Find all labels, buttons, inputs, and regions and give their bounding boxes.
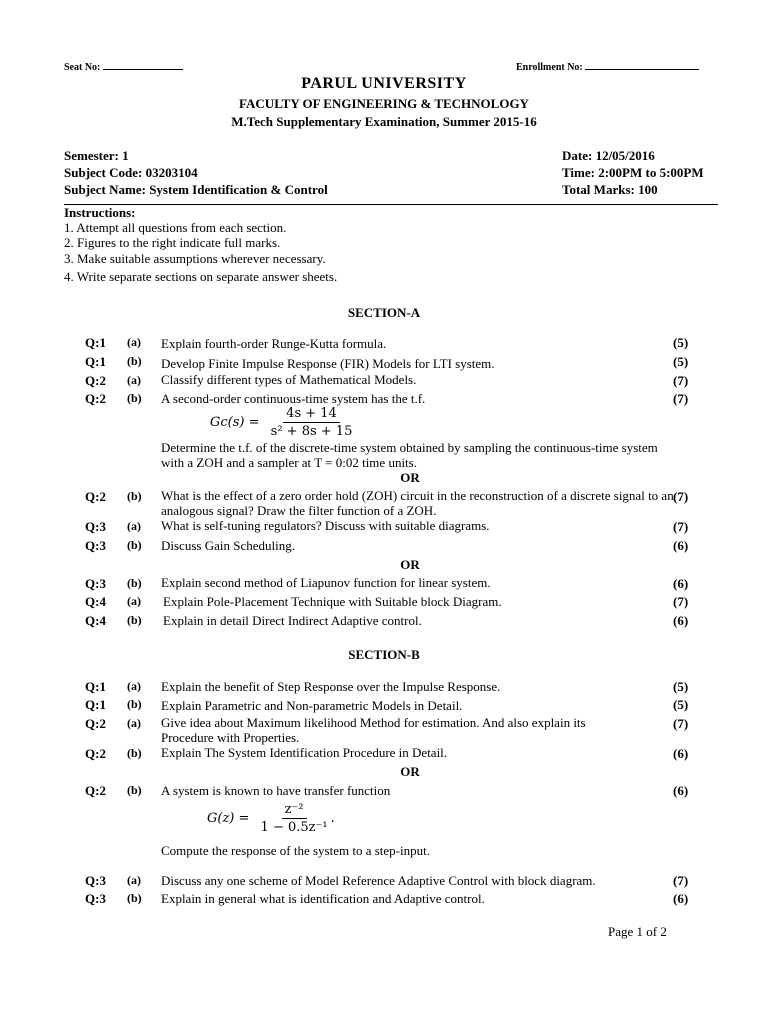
question-part: (b) <box>127 746 142 760</box>
question-marks: (7) <box>673 594 689 609</box>
question-number: Q:3 <box>85 891 106 906</box>
question-marks: (6) <box>673 746 689 761</box>
question-marks: (7) <box>673 873 689 888</box>
header-divider <box>64 204 718 205</box>
question-marks: (7) <box>673 716 689 731</box>
question-part: (b) <box>127 538 142 552</box>
exam-title: M.Tech Supplementary Examination, Summer 2015-16 <box>231 114 537 129</box>
question-marks: (5) <box>673 679 689 694</box>
question-part: (a) <box>127 335 141 349</box>
question-number: Q:3 <box>85 576 106 591</box>
question-text: Develop Finite Impulse Response (FIR) Models for LTI system. <box>161 356 495 371</box>
question-part: (b) <box>127 391 142 405</box>
question-marks: (6) <box>673 576 689 591</box>
instruction-item: 1. Attempt all questions from each section. <box>64 220 287 235</box>
total-marks: Total Marks: 100 <box>562 182 658 197</box>
question-number: Q:2 <box>85 716 106 731</box>
or-separator: OR <box>400 557 420 572</box>
instruction-item: 2. Figures to the right indicate full marks. <box>64 235 281 250</box>
question-number: Q:1 <box>85 697 106 712</box>
faculty-title: FACULTY OF ENGINEERING & TECHNOLOGY <box>239 96 529 111</box>
question-number: Q:1 <box>85 679 106 694</box>
question-text: A second-order continuous-time system has the t.f. <box>161 391 426 406</box>
instruction-item: 4. Write separate sections on separate answer sheets. <box>64 269 338 284</box>
question-part: (b) <box>127 697 142 711</box>
question-text: Discuss Gain Scheduling. <box>161 538 295 553</box>
question-text: Give idea about Maximum likelihood Method for estimation. And also explain its Procedure with Properties. <box>161 715 586 745</box>
question-part: (a) <box>127 373 141 387</box>
question-part: (a) <box>127 594 141 608</box>
subject-code: Subject Code: 03203104 <box>64 165 198 180</box>
question-marks: (5) <box>673 354 689 369</box>
question-text: Classify different types of Mathematical Models. <box>161 372 417 387</box>
question-marks: (6) <box>673 783 689 798</box>
question-marks: (6) <box>673 613 689 628</box>
question-part: (a) <box>127 716 141 730</box>
question-part: (a) <box>127 679 141 693</box>
question-number: Q:1 <box>85 354 106 369</box>
question-text: Explain Pole-Placement Technique with Suitable block Diagram. <box>163 594 502 609</box>
subject-name: Subject Name: System Identification & Control <box>64 182 328 197</box>
equation-numerator: 4s + 14 <box>283 406 340 423</box>
question-text-continued: Determine the t.f. of the discrete-time system obtained by sampling the continuous-time system with a ZOH and a sampler at T = 0:02 time units. <box>161 440 658 470</box>
question-text: Explain fourth-order Runge-Kutta formula. <box>161 336 387 351</box>
question-number: Q:3 <box>85 873 106 888</box>
question-text: Explain second method of Liapunov function for linear system. <box>161 575 491 590</box>
question-number: Q:2 <box>85 783 106 798</box>
or-separator: OR <box>400 764 420 779</box>
question-text: Explain in general what is identification and Adaptive control. <box>161 891 485 906</box>
seat-no-label: Seat No: <box>64 61 183 73</box>
exam-date: Date: 12/05/2016 <box>562 148 655 163</box>
page-number: Page 1 of 2 <box>608 924 667 939</box>
question-part: (b) <box>127 613 142 627</box>
semester: Semester: 1 <box>64 148 129 163</box>
exam-time: Time: 2:00PM to 5:00PM <box>562 165 704 180</box>
question-part: (b) <box>127 576 142 590</box>
question-text: A system is known to have transfer function <box>161 783 391 798</box>
equation-numerator: z⁻² <box>282 802 307 819</box>
question-text-continued: Compute the response of the system to a step-input. <box>161 843 430 858</box>
instructions-title: Instructions: <box>64 205 136 220</box>
question-number: Q:2 <box>85 391 106 406</box>
question-number: Q:4 <box>85 613 106 628</box>
equation-denominator: 1 − 0.5z⁻¹ <box>260 820 328 835</box>
question-text: What is self-tuning regulators? Discuss with suitable diagrams. <box>161 518 490 533</box>
question-part: (b) <box>127 354 142 368</box>
question-marks: (7) <box>673 519 689 534</box>
instruction-item: 3. Make suitable assumptions wherever necessary. <box>64 251 326 266</box>
question-part: (b) <box>127 891 142 905</box>
or-separator: OR <box>400 470 420 485</box>
enrollment-no-label: Enrollment No: <box>516 61 699 73</box>
question-number: Q:2 <box>85 373 106 388</box>
question-marks: (6) <box>673 891 689 906</box>
transfer-function-gc <box>210 406 355 439</box>
question-marks: (5) <box>673 335 689 350</box>
question-number: Q:2 <box>85 746 106 761</box>
question-number: Q:2 <box>85 489 106 504</box>
question-text: Explain The System Identification Procedure in Detail. <box>161 745 448 760</box>
question-text: Explain the benefit of Step Response over the Impulse Response. <box>161 679 501 694</box>
question-part: (b) <box>127 489 142 503</box>
question-marks: (5) <box>673 697 689 712</box>
transfer-function-gz: G(z) = $\frac{\text{z⁻²}}{\text{1 − 0.5z⁻¹}}$ . <box>207 802 335 835</box>
question-marks: (7) <box>673 391 689 406</box>
question-part: (a) <box>127 519 141 533</box>
question-marks: (7) <box>673 489 689 504</box>
question-number: Q:3 <box>85 538 106 553</box>
question-number: Q:3 <box>85 519 106 534</box>
question-number: Q:1 <box>85 335 106 350</box>
question-text: Explain in detail Direct Indirect Adaptive control. <box>163 613 422 628</box>
equation-lhs: Gc(s) = <box>210 415 260 430</box>
question-part: (b) <box>127 783 142 797</box>
section-b-title: SECTION-B <box>348 647 420 662</box>
question-marks: (7) <box>673 373 689 388</box>
question-number: Q:4 <box>85 594 106 609</box>
question-text: Explain Parametric and Non-parametric Models in Detail. <box>161 698 463 713</box>
question-text: What is the effect of a zero order hold (ZOH) circuit in the reconstruction of a discrete signal to an analogous signal? Draw the filter function of a ZOH. <box>161 488 674 518</box>
question-marks: (6) <box>673 538 689 553</box>
university-title: PARUL UNIVERSITY <box>301 75 467 92</box>
section-a-title: SECTION-A <box>347 305 421 320</box>
question-part: (a) <box>127 873 141 887</box>
equation-denominator: s² + 8s + 15 <box>270 424 353 439</box>
question-text: Discuss any one scheme of Model Reference Adaptive Control with block diagram. <box>161 873 596 888</box>
equation-lhs: G(z) = <box>207 811 250 826</box>
